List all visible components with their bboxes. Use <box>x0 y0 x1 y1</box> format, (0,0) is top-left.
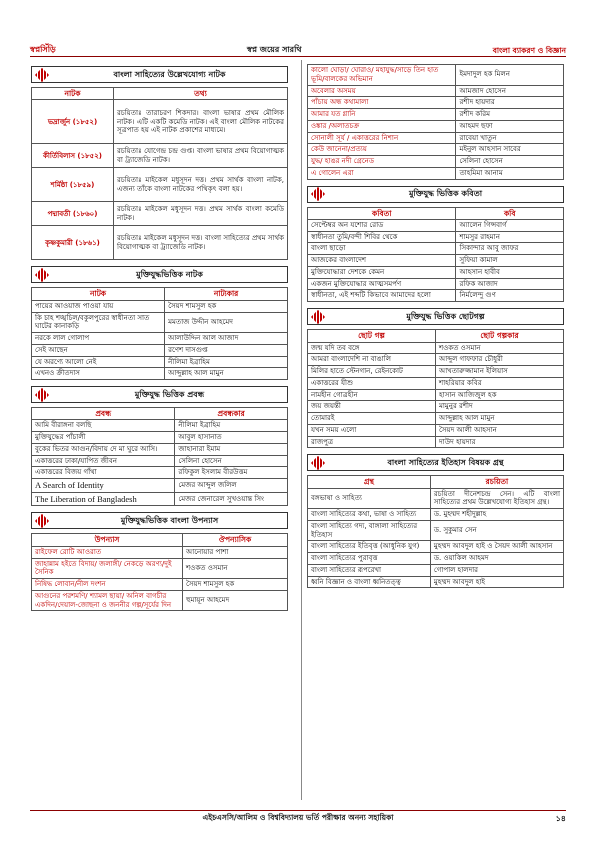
page-header <box>30 44 566 57</box>
table-row: A Search of Identity মেজর আব্দুল জলিল <box>32 479 288 493</box>
mukti-golpo-table <box>307 329 564 448</box>
table-row: মুক্তিযোদ্ধারা দেশকে কেমন আহসান হাবীব <box>308 266 564 278</box>
table-header: ছোট গল্পকার <box>436 330 564 342</box>
mukti-uponnash-table <box>31 533 288 611</box>
table-row: নরকে লাল গোলাপ আলাউদ্দিন আল আজাদ <box>32 333 288 345</box>
table-header: ছোট গল্প <box>308 330 436 342</box>
table-row: ভদ্রার্জুন (১৮৫২) রচয়িতাঃ তারাচরণ শিকদার। বাংলা ভাষার প্রথম মৌলিক নাটক। এটি একটি কমেডি নাটক। এই বাংলা মৌলিক নাটকের সূত্রপাত হয় এই নাটক প্রকাশের মাধ্যমে। <box>32 100 288 144</box>
table-row: কৃষ্ণকুমারী (১৮৬১) রচয়িতাঃ মাইকেল মধুসূদন দত্ত। বাংলা সাহিত্যের প্রথম সার্থক বিয়োগাত্মক বা ট্র্যাজেডি নাটক। <box>32 226 288 260</box>
section-title-mukti-natok: মুক্তিযুদ্ধভিত্তিক নাটক <box>31 266 288 283</box>
table-row: ধ্বনি বিজ্ঞান ও বাংলা ধ্বনিতত্ত্ব মুহম্মদ আবদুল হাই <box>308 576 564 588</box>
table-row: যুদ্ধ/ হাঙর নদী গ্রেনেড সেলিনা হোসেন <box>308 156 564 168</box>
section-title-mukti-kobita: মুক্তিযুদ্ধ ভিত্তিক কবিতা <box>307 186 564 203</box>
table-row: শর্মিষ্ঠা (১৮৫৯) রচয়িতাঃ মাইকেল মধুসূদন দত্ত। প্রথম সার্থক বাংলা নাটক, এজন্য তাঁকে বাংলা নাটকের পথিকৃৎ বলা হয়। <box>32 168 288 202</box>
table-row: সোনালী সূর্য / একাত্তরের নিশান রাবেয়া খাতুন <box>308 132 564 144</box>
table-row: মিলির হাতে স্টেনগান, রেইনকোট আখতারুজ্জামান ইলিয়াস <box>308 366 564 378</box>
table-row: একাত্তরের ঢাকা/যাপিত জীবন সেলিনা হোসেন <box>32 455 288 467</box>
table-header: নাটক <box>32 288 165 300</box>
table-row: একাত্তরের বিজয় গাঁথা রফিকুল ইসলাম বীরউত্তম <box>32 467 288 479</box>
table-header: রচয়িতা <box>430 476 563 488</box>
page-number: ১৪ <box>555 814 566 823</box>
table-row: সেপ্টেম্বর অন যশোর রোড অ্যালেন গিন্সবার্গ <box>308 219 564 231</box>
table-row: একাত্তরের যীশু শাহরিয়ার কবির <box>308 377 564 389</box>
table-row: তোমারই আব্দুল্লাহ আল মামুন <box>308 413 564 425</box>
section-title-mukti-uponnash: মুক্তিযুদ্ধভিত্তিক বাংলা উপন্যাস <box>31 512 288 529</box>
table-row: জন্ম যদি তব বঙ্গে শওকত ওসমান <box>308 342 564 354</box>
diamond-ornament-icon <box>311 187 325 201</box>
table-row: বাংলা সাহিত্যের পুরাবৃত্ত ড. ওয়াকিল আহমদ <box>308 553 564 565</box>
mukti-natok-table <box>31 287 288 380</box>
table-row: যে অরণ্যে আলো নেই নীলিমা ইব্রাহিম <box>32 356 288 368</box>
diamond-ornament-icon <box>35 68 49 82</box>
section-title-itihash: বাংলা সাহিত্যের ইতিহাস বিষয়ক গ্রন্থ <box>307 454 564 471</box>
footer-text: এইচএসসি/আলিম ও বিশ্ববিদ্যালয় ভর্তি পরীক্ষার অনন্য সহায়িকা <box>202 813 394 822</box>
uponnash-continued-table <box>307 64 564 180</box>
table-header: গ্রন্থ <box>308 476 431 488</box>
table-row: বাংলা ছাড়ো সিকান্দার আবু জাফর <box>308 243 564 255</box>
right-column <box>307 64 564 588</box>
table-header: কবিতা <box>308 207 456 219</box>
table-row: আজকের বাংলাদেশ সুফিয়া কামাল <box>308 255 564 267</box>
section-title-natok: বাংলা সাহিত্যের উল্লেখযোগ্য নাটক <box>31 66 288 83</box>
table-header: তথ্য <box>114 88 288 100</box>
table-row: আমার যত গ্লানি রশীদ করিম <box>308 109 564 121</box>
table-row: সেই আছেন রণেশ দাসগুপ্ত <box>32 344 288 356</box>
header-brand: স্বপ্নসিঁড়ি <box>30 45 56 54</box>
section-title-mukti-probondho: মুক্তিযুদ্ধ ভিত্তিক প্রবন্ধ <box>31 386 288 403</box>
table-row: এ গোলেন এরা তাহমিমা আনাম <box>308 167 564 179</box>
table-header: নাটক <box>32 88 114 100</box>
diamond-ornament-icon <box>311 310 325 324</box>
mukti-probondho-table <box>31 407 288 506</box>
header-subject: বাংলা ব্যাকরণ ও বিজ্ঞান <box>492 45 566 55</box>
diamond-ornament-icon <box>35 268 49 282</box>
table-header: ঔপন্যাসিক <box>183 534 288 546</box>
table-row: বঙ্গভাষা ও সাহিত্য রচয়িতা দীনেশচন্দ্র সেন। এটি বাংলা সাহিত্যের প্রথম উল্লেখযোগ্য ইতিহাস গ্রন্থ। <box>308 488 564 509</box>
table-row: পায়ের আওয়াজ পাওয়া যায় সৈয়দ শামসুল হক <box>32 300 288 312</box>
table-header: কবি <box>456 207 564 219</box>
section-title-mukti-golpo: মুক্তিযুদ্ধ ভিত্তিক ছোটগল্প <box>307 308 564 325</box>
table-row: বাংলা সাহিত্যের রূপরেখা গোপাল হালদার <box>308 564 564 576</box>
table-row: The Liberation of Bangladesh মেজর জেনারেল সুখওয়ান্ত সিং <box>32 492 288 506</box>
table-row: কীর্তিবিলাস (১৮৫২) রচয়িতাঃ যোগেন্দ্র চন্দ্র গুপ্ত। বাংলা ভাষার প্রথম বিয়োগাত্মক বা ট্র্যাজেডি নাটক। <box>32 144 288 168</box>
table-row: কালো ঘোড়া/ ঘোরাও/ মহাযুদ্ধ/সাড়ে তিন হাত ভূমি/বালকের অভিমান ইমদাদুল হক মিলন <box>308 65 564 86</box>
diamond-ornament-icon <box>35 388 49 402</box>
table-header: নাট্যকার <box>165 288 288 300</box>
diamond-ornament-icon <box>35 514 49 528</box>
table-row: এখনও ক্রীতদাস আব্দুল্লাহ আল মামুন <box>32 368 288 380</box>
table-row: আগুনের পরশমণি/ শ্যামল ছায়া/ অনিল বাগচীর একদিন/দেয়াল-জোছনা ও জননীর গল্প/সূর্যের দিন হুমায়ূন আহমেদ <box>32 590 288 611</box>
table-row: রাইফেল রোটি আওরাত আনোয়ার পাশা <box>32 546 288 558</box>
table-row: রাজপুত্র দাউদ হায়দার <box>308 436 564 448</box>
table-row: অবেলার অসময় আমজাদ হোসেন <box>308 85 564 97</box>
left-column <box>31 66 288 611</box>
table-row: স্বাধীনতা, এই শব্দটি কিভাবে আমাদের হলো নির্মলেন্দু গুণ <box>308 290 564 302</box>
table-header: প্রবন্ধ <box>32 408 175 420</box>
table-row: মুক্তিযুদ্ধের পাঁচালী আবুল হাসানাত <box>32 432 288 444</box>
table-row: ওঙ্কার /অলাতচক্র আহমদ ছফা <box>308 120 564 132</box>
table-row: যখন সময় এলো সৈয়দ আলী আহসান <box>308 424 564 436</box>
diamond-ornament-icon <box>311 456 325 470</box>
table-row: নিষিদ্ধ লোবান/নীল দংশন সৈয়দ শামসুল হক <box>32 579 288 591</box>
table-row: জয় জয়ন্তী মামুনুর রশীদ <box>308 401 564 413</box>
page-footer <box>30 810 566 822</box>
itihash-table <box>307 475 564 588</box>
header-title: স্বপ্ন জয়ের সারথি <box>246 45 302 54</box>
table-row: স্বাধীনতা তুমি/বন্দী শিবির থেকে শামসুর রাহমান <box>308 231 564 243</box>
table-row: আমি বীরাঙ্গনা বলছি নীলিমা ইব্রাহিম <box>32 420 288 432</box>
table-row: বাংলা সাহিত্যের কথা, ভাষা ও সাহিত্য ড. মুহম্মদ শহীদুল্লাহ <box>308 509 564 521</box>
table-row: নামহীন গোত্রহীন হাসান আজিজুল হক <box>308 389 564 401</box>
table-row: বাংলা সাহিত্যে গদ্য, বাঙ্গালা সাহিত্যের ইতিহাস ড. সুকুমার সেন <box>308 520 564 541</box>
natok-table <box>31 87 288 260</box>
table-row: বুকের ভিতর আগুন/বিদায় দে মা ঘুরে আসি। জাহানারা ইমাম <box>32 443 288 455</box>
table-row: কেউ জানেনা/প্রত্যয় মইনুল আহসান সাবের <box>308 144 564 156</box>
table-row: পদ্মাবতী (১৮৬০) রচয়িতাঃ মাইকেল মধুসূদন দত্ত। প্রথম সার্থক বাংলা কমেডি নাটক। <box>32 202 288 226</box>
mukti-kobita-table <box>307 207 564 303</box>
table-row: কি চাহ শঙ্খচিল/বকুলপুরের স্বাধীনতা সাত ঘাটের কানাকড়ি মমতাজ উদ্দীন আহমেদ <box>32 312 288 333</box>
table-row: একজন মুক্তিযোদ্ধার আত্মসমর্পণ রফিক আজাদ <box>308 278 564 290</box>
table-row: আমরা বাংলাদেশি না বাঙালি আব্দুল গাফফার চৌধুরী <box>308 354 564 366</box>
table-row: পাঁচায় অন্ধ কথামালা রশীদ হায়দার <box>308 97 564 109</box>
table-header: প্রবন্ধকার <box>175 408 288 420</box>
table-header: উপন্যাস <box>32 534 183 546</box>
table-row: জাহান্নাম হইতে বিদায়/ জলাঙ্গী/ নেকড়ে অরণ্য/দুই সৈনিক শওকত ওসমান <box>32 558 288 579</box>
column-divider <box>301 60 302 800</box>
table-row: বাংলা সাহিত্যের ইতিবৃত্ত (আধুনিক যুগ) মুহম্মদ আবদুল হাই ও সৈয়দ আলী আহসান <box>308 541 564 553</box>
